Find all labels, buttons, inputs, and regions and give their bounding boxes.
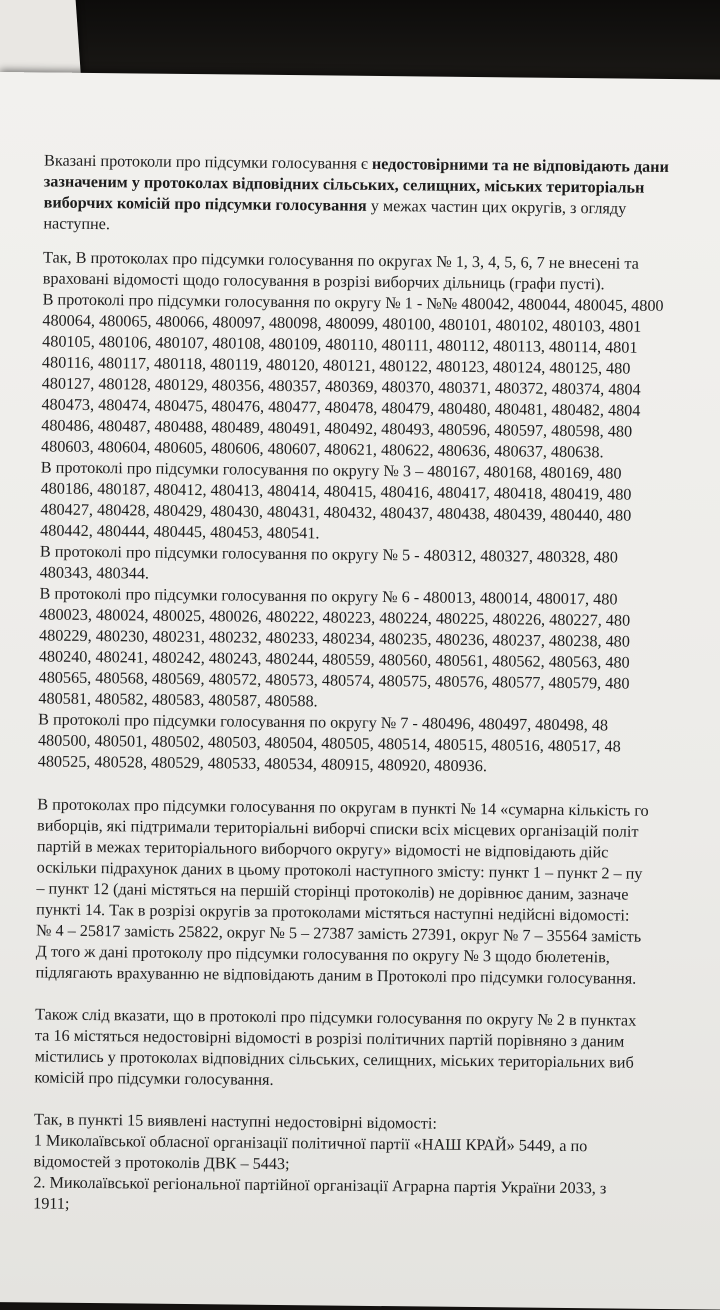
text-line: 480473, 480474, 480475, 480476, 480477, 480478, 480479, 480480, 480481, 480482, 4804 [41, 395, 641, 420]
text-line: відомостей з протоколів ДВК – 5443; [33, 1152, 290, 1174]
text-line: партій в межах територіального виборчого округу» відомості не відповідають дійс [36, 837, 609, 862]
text-line: 480442, 480444, 480445, 480453, 480541. [40, 521, 320, 543]
text-line: Також слід вказати, що в протоколі про підсумки голосування по округу № 2 в пунктах [35, 1005, 637, 1030]
text-line: 2. Миколаївської регіональної партійної організації Аграрна партія України 2033, з [33, 1173, 607, 1198]
text-line: 480603, 480604, 480605, 480606, 480607, 480621, 480622, 480636, 480637, 480638. [40, 437, 604, 462]
text-line: підлягають врахуванню не відповідають даним в Протоколі про підсумки голосування. [35, 963, 637, 988]
text-line: В протоколі про підсумки голосування по округу № 1 - №№ 480042, 480044, 480045, 4800 [42, 290, 664, 315]
text-line: враховані відомості щодо голосування в розрізі виборчих дільниць (графи пусті). [42, 269, 605, 294]
text-line: В протоколі про підсумки голосування по округу № 6 - 480013, 480014, 480017, 480 [39, 584, 618, 609]
text-line: Так, в пункті 15 виявлені наступні недостовірні відомості: [33, 1110, 437, 1133]
text-line: Д того ж дані протоколу про підсумки голосування по округу № 3 щодо бюлетенів, [35, 942, 610, 967]
text-line: 1911; [33, 1194, 70, 1213]
text-line: В протоколах про підсумки голосування по округам в пункті № 14 «сумарна кількість го [37, 795, 649, 820]
text-line: виборців, які підтримали територіальні виборчі списки всіх місцевих організацій політ [37, 816, 639, 841]
text-line: 480427, 480428, 480429, 480430, 480431, 480432, 480437, 480438, 480439, 480440, 480 [40, 500, 632, 525]
text-line: містились у протоколах відповідних сільських, селищних, міських територіальних виб [34, 1047, 634, 1072]
document-page [0, 72, 720, 1310]
text-line: 480023, 480024, 480025, 480026, 480222, 480223, 480224, 480225, 480226, 480227, 480 [39, 605, 631, 630]
text-line: № 4 – 25817 замість 25822, округ № 5 – 27387 замість 27391, округ № 7 – 35564 замість [35, 921, 642, 946]
text-line: зазначеним у протоколах відповідних сільських, селищних, міських територіальн [43, 172, 645, 197]
text-line: 480240, 480241, 480242, 480243, 480244, 480559, 480560, 480561, 480562, 480563, 480 [38, 647, 630, 672]
text-line: 480064, 480065, 480066, 480097, 480098, 480099, 480100, 480101, 480102, 480103, 4801 [42, 311, 642, 336]
text-line: 480525, 480528, 480529, 480533, 480534, 480915, 480920, 480936. [37, 752, 488, 776]
text-line: Вказані протоколи про підсумки голосування є недостовірними та не відповідають дани [43, 151, 669, 177]
text-line: оскільки підрахунок даних в цьому протоколі наступного змісту: пункт 1 – пункт 2 – пу [36, 858, 643, 883]
text-line: та 16 містяться недостовірні відомості в розрізі політичних партій порівняно з даним [34, 1026, 625, 1051]
text-line: 480486, 480487, 480488, 480489, 480491, 480492, 480493, 480596, 480597, 480598, 480 [41, 416, 633, 441]
text-line: В протоколі про підсумки голосування по округу № 7 - 480496, 480497, 480498, 48 [38, 710, 609, 735]
text-line: комісій про підсумки голосування. [34, 1068, 274, 1089]
text-line: – пункт 12 (дані містяться на першій сторінці протоколів) не дорівнює даним, зазначе [36, 879, 629, 904]
text-line: 480186, 480187, 480412, 480413, 480414, 480415, 480416, 480417, 480418, 480419, 480 [40, 479, 632, 504]
text-line: 1 Миколаївської обласної організації політичної партії «НАШ КРАЙ» 5449, а по [33, 1131, 588, 1156]
text-line: 480229, 480230, 480231, 480232, 480233, 480234, 480235, 480236, 480237, 480238, 480 [39, 626, 631, 651]
text-line: 480500, 480501, 480502, 480503, 480504, 480505, 480514, 480515, 480516, 480517, 48 [37, 731, 621, 756]
text-line: В протоколі про підсумки голосування по округу № 3 – 480167, 480168, 480169, 480 [40, 458, 622, 483]
text-line: 480105, 480106, 480107, 480108, 480109, 480110, 480111, 480112, 480113, 480114, 4801 [42, 332, 638, 357]
text-line: пункті 14. Так в розрізі округів за протоколами містяться наступні недійсні відомості: [36, 900, 630, 925]
text-line: 480565, 480568, 480569, 480572, 480573, 480574, 480575, 480576, 480577, 480579, 480 [38, 668, 630, 693]
text-line: В протоколі про підсумки голосування по округу № 5 - 480312, 480327, 480328, 480 [39, 542, 619, 567]
text-line: наступне. [43, 214, 111, 234]
text-line: Так, В протоколах про підсумки голосування по округах № 1, 3, 4, 5, 6, 7 не внесені та [42, 248, 639, 273]
text-line: 480116, 480117, 480118, 480119, 480120, 480121, 480122, 480123, 480124, 480125, 480 [41, 353, 631, 378]
text-line: 480127, 480128, 480129, 480356, 480357, 480369, 480370, 480371, 480372, 480374, 4804 [41, 374, 641, 399]
text-line: виборчих комісій про підсумки голосування у межах частин цих округів, з огляду [43, 193, 627, 218]
text-line: 480343, 480344. [39, 563, 150, 583]
text-line: 480581, 480582, 480583, 480587, 480588. [38, 689, 318, 711]
